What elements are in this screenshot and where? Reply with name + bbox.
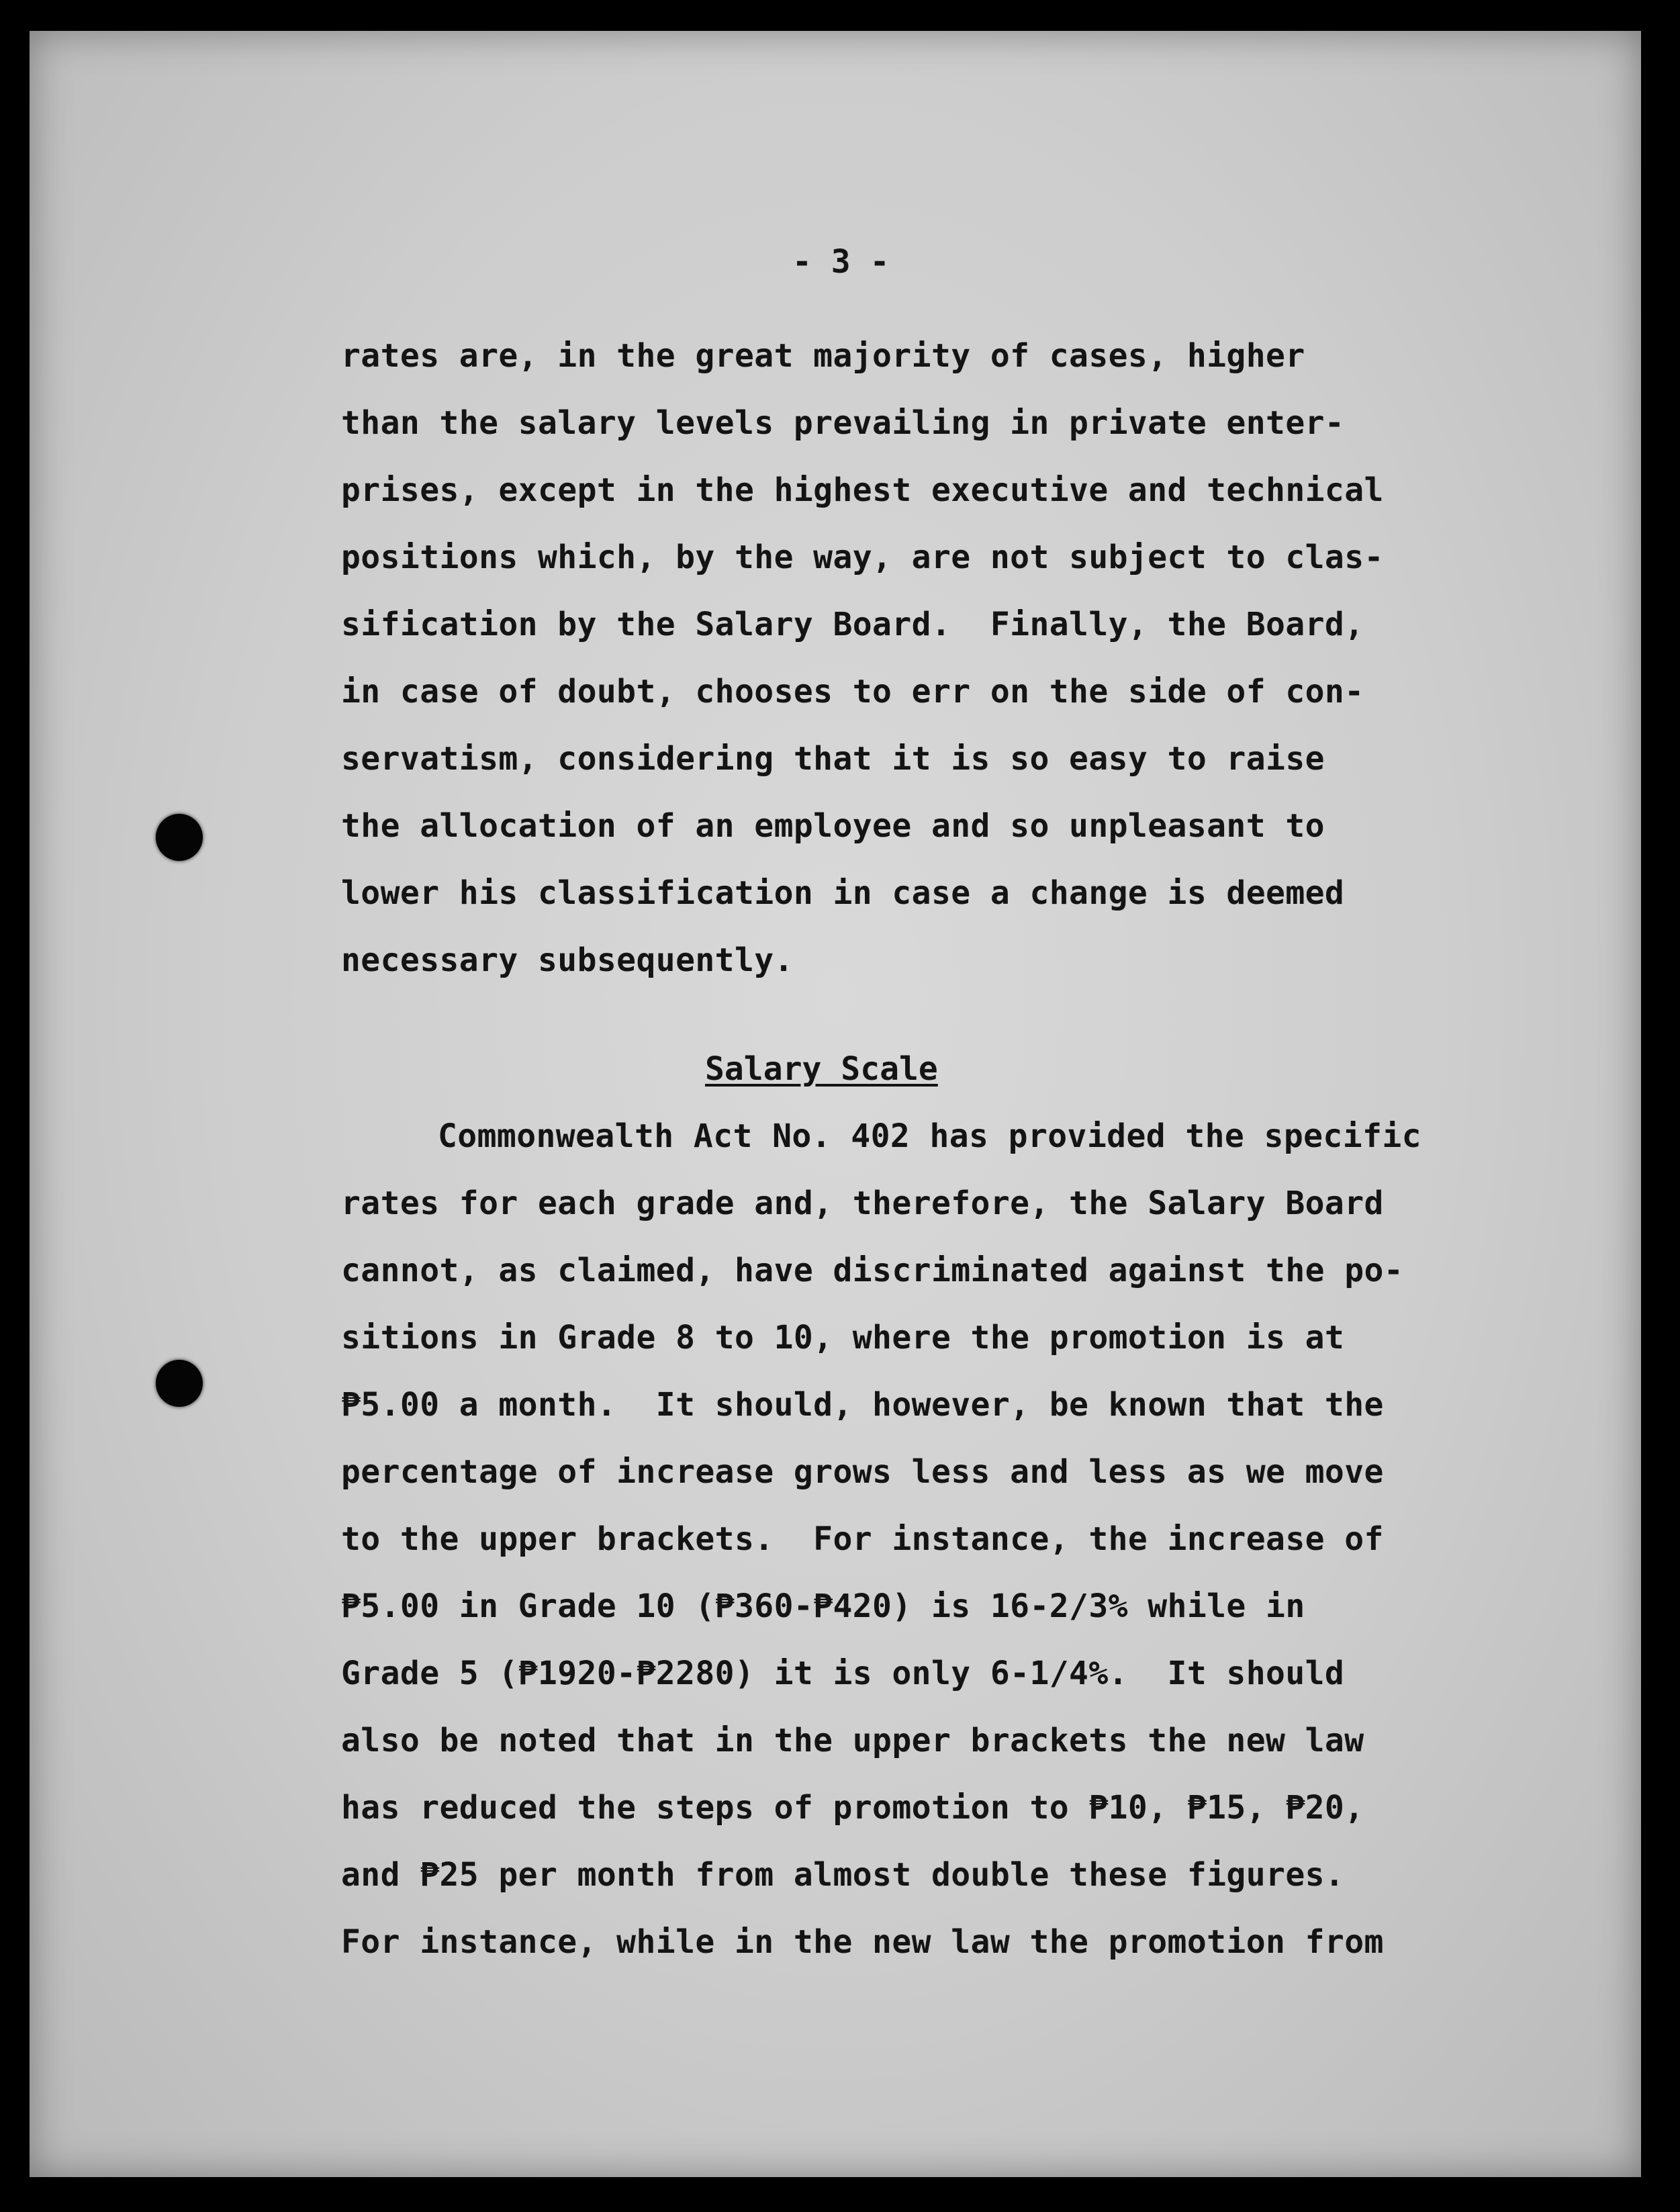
text-line: lower his classification in case a change is deemed xyxy=(341,874,1345,912)
text-line: rates for each grade and, therefore, the Salary Board xyxy=(341,1185,1384,1222)
text-line: to the upper brackets. For instance, the increase of xyxy=(341,1520,1384,1558)
text-line: sification by the Salary Board. Finally, the Board, xyxy=(341,606,1364,643)
section-heading: Salary Scale xyxy=(705,1050,938,1088)
text-line: positions which, by the way, are not subject to clas- xyxy=(341,539,1384,576)
text-line: the allocation of an employee and so unpleasant to xyxy=(341,807,1325,845)
text-line: For instance, while in the new law the promotion from xyxy=(341,1923,1384,1961)
page-number: - 3 - xyxy=(792,243,890,281)
text-line: servatism, considering that it is so easy to raise xyxy=(341,740,1325,778)
text-line: has reduced the steps of promotion to ₱10, ₱15, ₱20, xyxy=(341,1789,1364,1827)
punch-hole xyxy=(156,1360,203,1407)
text-line: Commonwealth Act No. 402 has provided the specific xyxy=(438,1117,1421,1155)
text-line: necessary subsequently. xyxy=(341,941,794,979)
punch-hole xyxy=(156,814,203,861)
text-line: ₱5.00 a month. It should, however, be known that the xyxy=(341,1386,1384,1424)
text-line: sitions in Grade 8 to 10, where the promotion is at xyxy=(341,1319,1345,1356)
text-line: prises, except in the highest executive and technical xyxy=(341,471,1384,509)
text-line: than the salary levels prevailing in private enter- xyxy=(341,404,1345,442)
text-line: rates are, in the great majority of cases, higher xyxy=(341,337,1305,375)
text-line: percentage of increase grows less and less as we move xyxy=(341,1453,1384,1491)
text-line: Grade 5 (₱1920-₱2280) it is only 6-1/4%. It should xyxy=(341,1655,1345,1692)
text-line: also be noted that in the upper brackets the new law xyxy=(341,1722,1364,1759)
text-line: cannot, as claimed, have discriminated against the po- xyxy=(341,1252,1404,1289)
text-line: and ₱25 per month from almost double these figures. xyxy=(341,1856,1345,1894)
text-line: ₱5.00 in Grade 10 (₱360-₱420) is 16-2/3% while in xyxy=(341,1587,1305,1625)
text-line: in case of doubt, chooses to err on the side of con- xyxy=(341,673,1364,710)
